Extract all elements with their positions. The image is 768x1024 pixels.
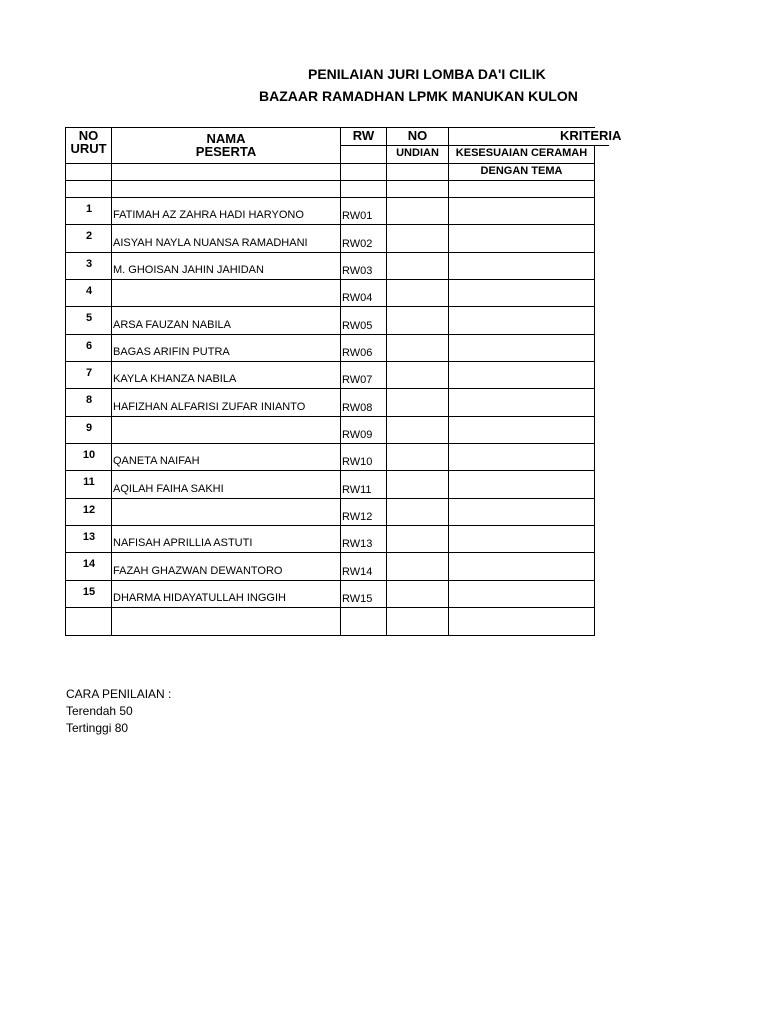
participant-name-cell [112,417,341,444]
criteria-score-cell [449,471,595,499]
participant-name-cell [112,553,341,581]
criteria-score-cell [449,335,595,362]
header-kesesuaian-label: KESESUAIAN CERAMAH [455,147,588,159]
participant-name: FATIMAH AZ ZAHRA HADI HARYONO [113,209,304,221]
participant-name-cell [112,581,341,608]
rw-code: RW03 [342,265,373,277]
criteria-score-cell [449,581,595,608]
participant-name: M. GHOISAN JAHIN JAHIDAN [113,264,264,276]
scoring-min: Terendah 50 [66,704,133,718]
criteria-score-cell [449,307,595,335]
header-undian-label: UNDIAN [396,147,439,159]
rw-code: RW12 [342,511,373,523]
scoring-notes-label: CARA PENILAIAN : [66,687,172,701]
undian-cell [387,280,449,307]
criteria-score-cell [449,280,595,307]
row-number: 12 [82,504,96,516]
criteria-score-cell [449,499,595,526]
header-no-label: NO [78,128,99,143]
header-dengan-tema-label: DENGAN TEMA [480,165,563,177]
row-number-cell [66,471,112,499]
row-number: 6 [85,340,93,352]
row-number-cell [66,417,112,444]
rw-code: RW07 [342,374,373,386]
participant-name: AQILAH FAIHA SAKHI [113,483,224,495]
participant-name-cell [112,499,341,526]
rw-code: RW05 [342,320,373,332]
undian-cell [387,253,449,280]
blank-cell [387,164,449,181]
rw-code: RW15 [342,593,373,605]
blank-cell [112,608,341,635]
header-undian [387,146,449,164]
participant-name: NAFISAH APRILLIA ASTUTI [113,537,253,549]
blank-cell [341,164,387,181]
row-number: 15 [82,586,96,598]
blank-cell [66,164,112,181]
rw-cell [341,526,387,553]
header-rw-label: RW [352,128,375,143]
row-number-cell [66,581,112,608]
participant-name-cell [112,471,341,499]
header-nama-peserta [112,128,341,164]
criteria-score-cell [449,444,595,471]
participant-name: HAFIZHAN ALFARISI ZUFAR INIANTO [113,401,306,413]
participant-name-cell [112,198,341,225]
header-urut-label: URUT [70,141,107,156]
blank-cell [387,181,449,198]
participant-name-cell [112,280,341,307]
undian-cell [387,335,449,362]
row-number: 5 [85,312,93,324]
undian-cell [387,362,449,389]
rw-cell [341,417,387,444]
undian-cell [387,581,449,608]
header-kriteria [449,128,622,146]
rw-cell [341,225,387,253]
row-number-cell [66,198,112,225]
header-no-undian-label: NO [407,128,428,143]
undian-cell [387,471,449,499]
undian-cell [387,307,449,335]
blank-cell [449,181,595,198]
rw-code: RW06 [342,347,373,359]
undian-cell [387,225,449,253]
rw-code: RW10 [342,456,373,468]
header-peserta-label: PESERTA [195,144,257,159]
rw-cell [341,362,387,389]
undian-cell [387,499,449,526]
undian-cell [387,526,449,553]
row-number-cell [66,280,112,307]
page-title: PENILAIAN JURI LOMBA DA'I CILIK [308,66,546,82]
participant-name-cell [112,307,341,335]
rw-code: RW09 [342,429,373,441]
criteria-score-cell [449,362,595,389]
rw-code: RW04 [342,292,373,304]
participant-name: ARSA FAUZAN NABILA [113,319,231,331]
participant-name-cell [112,253,341,280]
row-number: 11 [83,476,95,488]
participant-name-cell [112,225,341,253]
row-number-cell [66,362,112,389]
row-number: 7 [85,367,93,379]
undian-cell [387,389,449,417]
blank-cell [341,608,387,635]
participant-name: FAZAH GHAZWAN DEWANTORO [113,565,283,577]
row-number-cell [66,253,112,280]
rw-cell [341,307,387,335]
rw-cell [341,335,387,362]
score-table [65,127,622,636]
blank-cell [387,608,449,635]
rw-code: RW13 [342,538,373,550]
participant-name-cell [112,389,341,417]
row-number-cell [66,307,112,335]
rw-cell [341,553,387,581]
rw-code: RW14 [342,566,373,578]
rw-cell [341,280,387,307]
row-number-cell [66,499,112,526]
criteria-score-cell [449,225,595,253]
row-number: 1 [85,203,93,215]
scoring-max: Tertinggi 80 [66,721,129,735]
blank-cell [341,181,387,198]
criteria-score-cell [449,417,595,444]
row-number-cell [66,335,112,362]
header-rw-sub [341,146,387,164]
rw-cell [341,499,387,526]
participant-name-cell [112,362,341,389]
header-kriteria-label: KRITERIA [560,128,622,143]
criteria-score-cell [449,253,595,280]
undian-cell [387,444,449,471]
rw-code: RW01 [342,210,373,222]
blank-cell [66,181,112,198]
participant-name-cell [112,526,341,553]
rw-cell [341,253,387,280]
row-number: 3 [85,258,93,270]
row-number: 9 [85,422,93,434]
blank-cell [112,181,341,198]
participant-name-cell [112,444,341,471]
participant-name-cell [112,335,341,362]
participant-name: BAGAS ARIFIN PUTRA [113,346,230,358]
participant-name: DHARMA HIDAYATULLAH INGGIH [113,592,286,604]
participant-name: KAYLA KHANZA NABILA [113,373,237,385]
rw-cell [341,471,387,499]
row-number: 14 [82,558,96,570]
undian-cell [387,553,449,581]
blank-cell [66,608,112,635]
rw-cell [341,581,387,608]
participant-name: QANETA NAIFAH [113,455,200,467]
blank-cell [449,608,595,635]
row-number: 2 [85,230,93,242]
criteria-score-cell [449,553,595,581]
undian-cell [387,198,449,225]
criteria-score-cell [449,526,595,553]
rw-cell [341,444,387,471]
row-number-cell [66,444,112,471]
page-subtitle: BAZAAR RAMADHAN LPMK MANUKAN KULON [259,88,578,104]
rw-cell [341,198,387,225]
rw-code: RW11 [342,484,372,496]
row-number-cell [66,225,112,253]
header-rw [341,128,387,146]
rw-code: RW02 [342,238,373,250]
header-no-urut [66,128,112,164]
row-number: 4 [85,285,93,297]
header-dengan-tema [449,164,595,181]
row-number: 8 [85,394,93,406]
rw-cell [341,389,387,417]
header-kesesuaian [449,146,595,164]
scoring-notes [66,686,171,737]
row-number-cell [66,389,112,417]
row-number: 10 [82,449,96,461]
row-number-cell [66,553,112,581]
row-number: 13 [82,531,96,543]
criteria-score-cell [449,389,595,417]
undian-cell [387,417,449,444]
row-number-cell [66,526,112,553]
header-no-undian [387,128,449,146]
rw-code: RW08 [342,402,373,414]
header-nama-label: NAMA [206,131,246,146]
blank-cell [112,164,341,181]
criteria-score-cell [449,198,595,225]
participant-name: AISYAH NAYLA NUANSA RAMADHANI [113,237,308,249]
